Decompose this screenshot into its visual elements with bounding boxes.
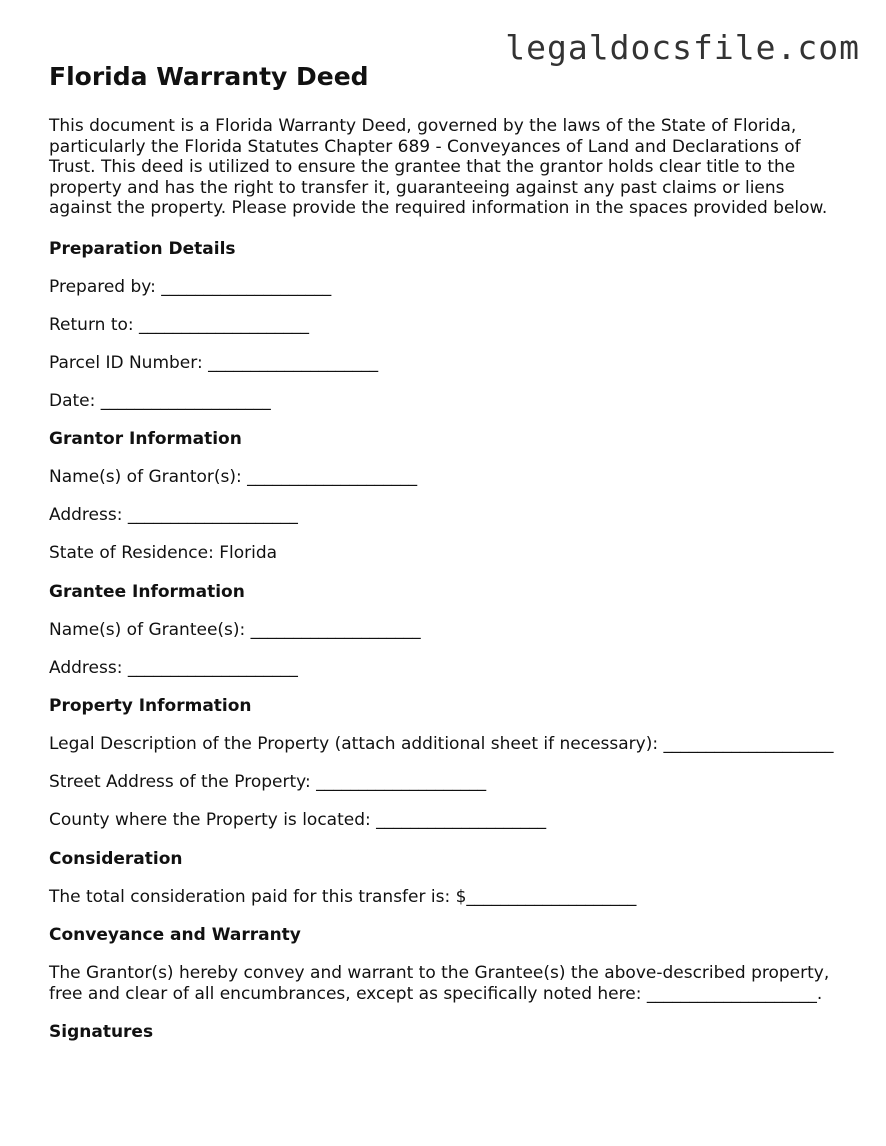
consideration-heading: Consideration <box>49 848 183 869</box>
signatures-section <box>49 1022 839 1042</box>
property-heading: Property Information <box>49 696 252 716</box>
document-page <box>49 58 839 1060</box>
grantee-names-field: Name(s) of Grantee(s): ____________________ <box>49 619 421 640</box>
county-field: County where the Property is located: ____________________ <box>49 810 547 830</box>
grantor-section <box>49 429 839 564</box>
conveyance-paragraph: The Grantor(s) hereby convey and warrant to the Grantee(s) the above-described property, free and clear of all encumbrances, except as specifically noted here: ____________________. <box>49 963 830 1004</box>
prepared-by-field: Prepared by: ____________________ <box>49 276 332 297</box>
site-watermark: legaldocsfile.com <box>505 28 860 67</box>
grantor-heading: Grantor Information <box>49 429 242 449</box>
consideration-field: The total consideration paid for this transfer is: $____________________ <box>49 886 637 907</box>
conveyance-section <box>49 925 839 1004</box>
preparation-section <box>49 239 839 412</box>
grantee-address-field: Address: ____________________ <box>49 657 298 678</box>
signatures-heading: Signatures <box>49 1022 154 1042</box>
grantee-section <box>49 582 839 679</box>
date-field: Date: ____________________ <box>49 390 271 411</box>
property-section <box>49 696 839 831</box>
street-address-field: Street Address of the Property: ____________________ <box>49 772 487 792</box>
grantor-address-field: Address: ____________________ <box>49 505 298 525</box>
conveyance-heading: Conveyance and Warranty <box>49 925 301 945</box>
parcel-id-field: Parcel ID Number: ____________________ <box>49 352 379 373</box>
return-to-field: Return to: ____________________ <box>49 314 310 335</box>
grantee-heading: Grantee Information <box>49 581 245 602</box>
grantor-names-field: Name(s) of Grantor(s): ____________________ <box>49 467 418 487</box>
document-title: Florida Warranty Deed <box>49 62 369 91</box>
preparation-heading: Preparation Details <box>49 238 236 259</box>
legal-description-field: Legal Description of the Property (attach additional sheet if necessary): ____________________ <box>49 734 834 754</box>
grantor-state-field: State of Residence: Florida <box>49 543 278 563</box>
intro-paragraph: This document is a Florida Warranty Deed, governed by the laws of the State of Florida, particularly the Florida Statutes Chapter 689 - Conveyances of Land and Declarations of Trust. This deed is utilized to ensure the grantee that the grantor holds clear title to the property and has the right to transfer it, guaranteeing against any past claims or liens against the property. Please provide the required information in the spaces provided below. <box>49 116 828 218</box>
consideration-section <box>49 849 839 908</box>
